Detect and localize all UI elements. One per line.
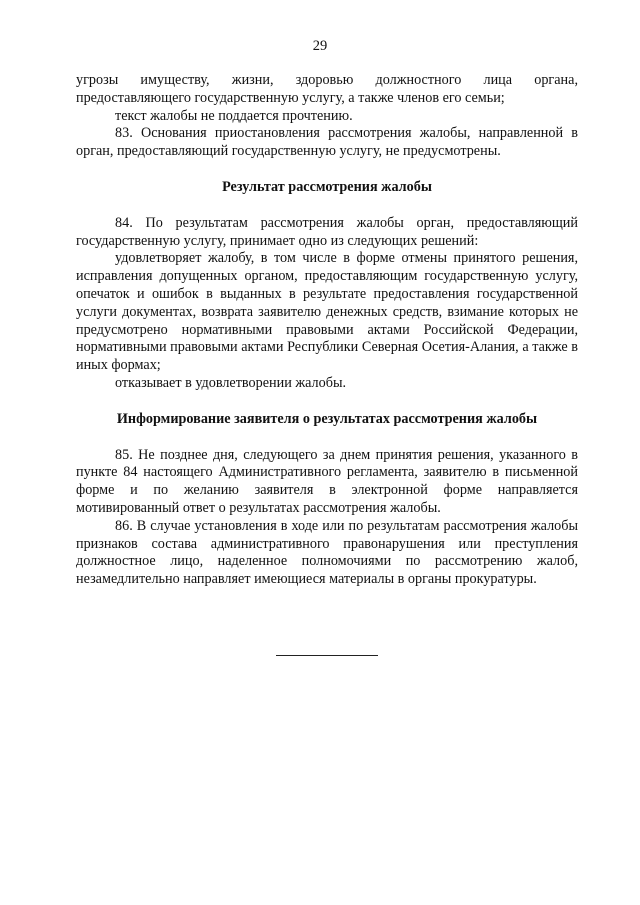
- paragraph-84: 84. По результатам рассмотрения жалобы орган, предоставляющий государственную услугу, принимает одно из следующих решений:: [76, 214, 578, 249]
- document-body: [76, 72, 578, 589]
- paragraph-83: 83. Основания приостановления рассмотрения жалобы, направленной в орган, предоставляющий государственную услугу, не предусмотрены.: [76, 125, 578, 160]
- paragraph-unreadable: текст жалобы не поддается прочтению.: [115, 107, 353, 124]
- paragraph-86: 86. В случае установления в ходе или по результатам рассмотрения жалобы признаков состава административного правонарушения или преступления должностное лицо, наделенное полномочиями по рассмотрению жалоб, незамедлительно направляет имеющиеся материалы в органы прокуратуры.: [76, 517, 578, 588]
- page-number: 29: [312, 38, 328, 54]
- paragraph-satisfies: удовлетворяет жалобу, в том числе в форме отмены принятого решения, исправления допущенных органом, предоставляющим государственную услугу, опечаток и ошибок в выданных в результате предоставления государственной услуги документах, возврата заявителю денежных средств, взимание которых не предусмотрено нормативными правовыми актами Российской Федерации, нормативными правовыми актами Республики Северная Осетия-Алания, а также в иных формах;: [76, 250, 578, 374]
- paragraph-85: 85. Не позднее дня, следующего за днем принятия решения, указанного в пункте 84 настоящего Административного регламента, заявителю в письменной форме и по желанию заявителя в электронной форме направляется мотивированный ответ о результатах рассмотрения жалобы.: [76, 446, 578, 516]
- paragraph-refuses: отказывает в удовлетворении жалобы.: [115, 374, 347, 391]
- paragraph-threats: угрозы имуществу, жизни, здоровью должностного лица органа, предоставляющего государственную услугу, а также членов его семьи;: [76, 72, 578, 106]
- end-divider-line: [276, 655, 378, 656]
- section-heading-informing: Информирование заявителя о результатах рассмотрения жалобы: [116, 410, 538, 427]
- section-heading-result: Результат рассмотрения жалобы: [222, 178, 432, 195]
